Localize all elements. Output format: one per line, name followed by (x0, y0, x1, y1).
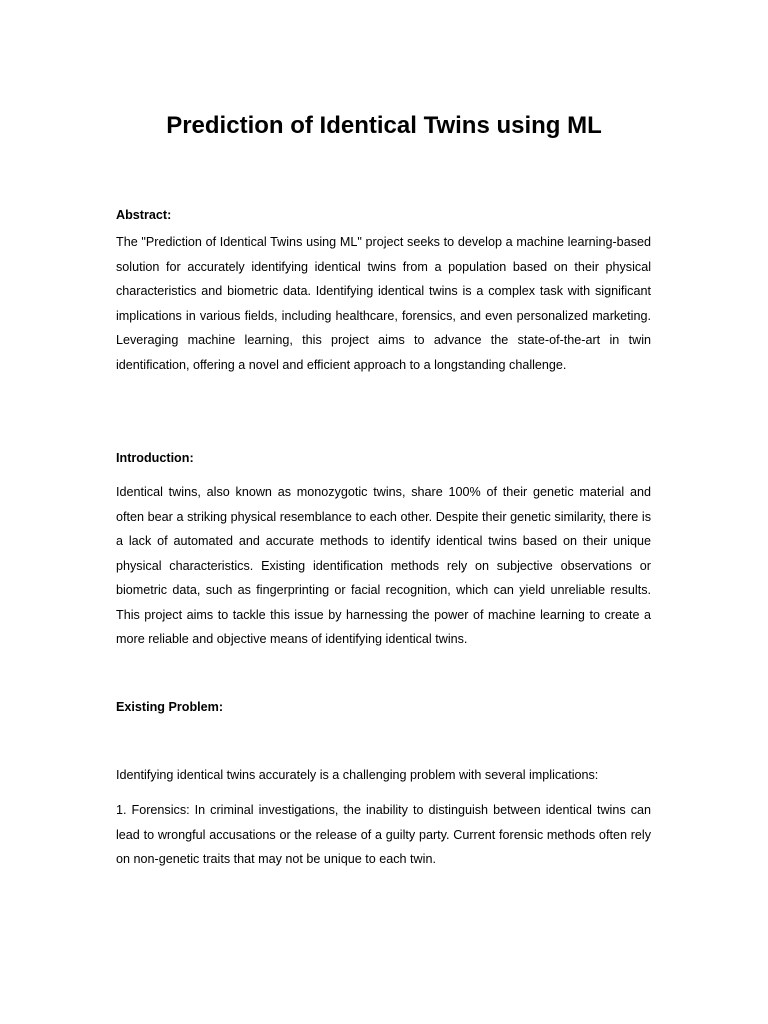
abstract-heading: Abstract: (116, 208, 172, 222)
abstract-paragraph: The "Prediction of Identical Twins using ML" project seeks to develop a machine learning-based solution for accurately identifying identical twins from a population based on their physical characteristics and biometric data. Identifying identical twins is a complex task with significant implications in various fields, including healthcare, forensics, and even personalized marketing. Leveraging machine learning, this project aims to advance the state-of-the-art in twin identification, offering a novel and efficient approach to a longstanding challenge. (116, 235, 651, 372)
existing-problem-heading: Existing Problem: (116, 700, 224, 714)
existing-problem-item-1: 1. Forensics: In criminal investigations, the inability to distinguish between identical twins can lead to wrongful accusations or the release of a guilty party. Current forensic methods often rely on non-genetic traits that may not be unique to each twin. (116, 803, 651, 866)
existing-problem-intro: Identifying identical twins accurately is a challenging problem with several implications: (116, 768, 599, 782)
introduction-paragraph: Identical twins, also known as monozygotic twins, share 100% of their genetic material and often bear a striking physical resemblance to each other. Despite their genetic similarity, there is a lack of automated and accurate methods to identify identical twins based on their unique physical characteristics. Existing identification methods rely on subjective observations or biometric data, such as fingerprinting or facial recognition, which can yield unreliable results. This project aims to tackle this issue by harnessing the power of machine learning to create a more reliable and objective means of identifying identical twins. (116, 485, 651, 646)
introduction-heading: Introduction: (116, 451, 194, 465)
document-title: Prediction of Identical Twins using ML (166, 112, 602, 139)
